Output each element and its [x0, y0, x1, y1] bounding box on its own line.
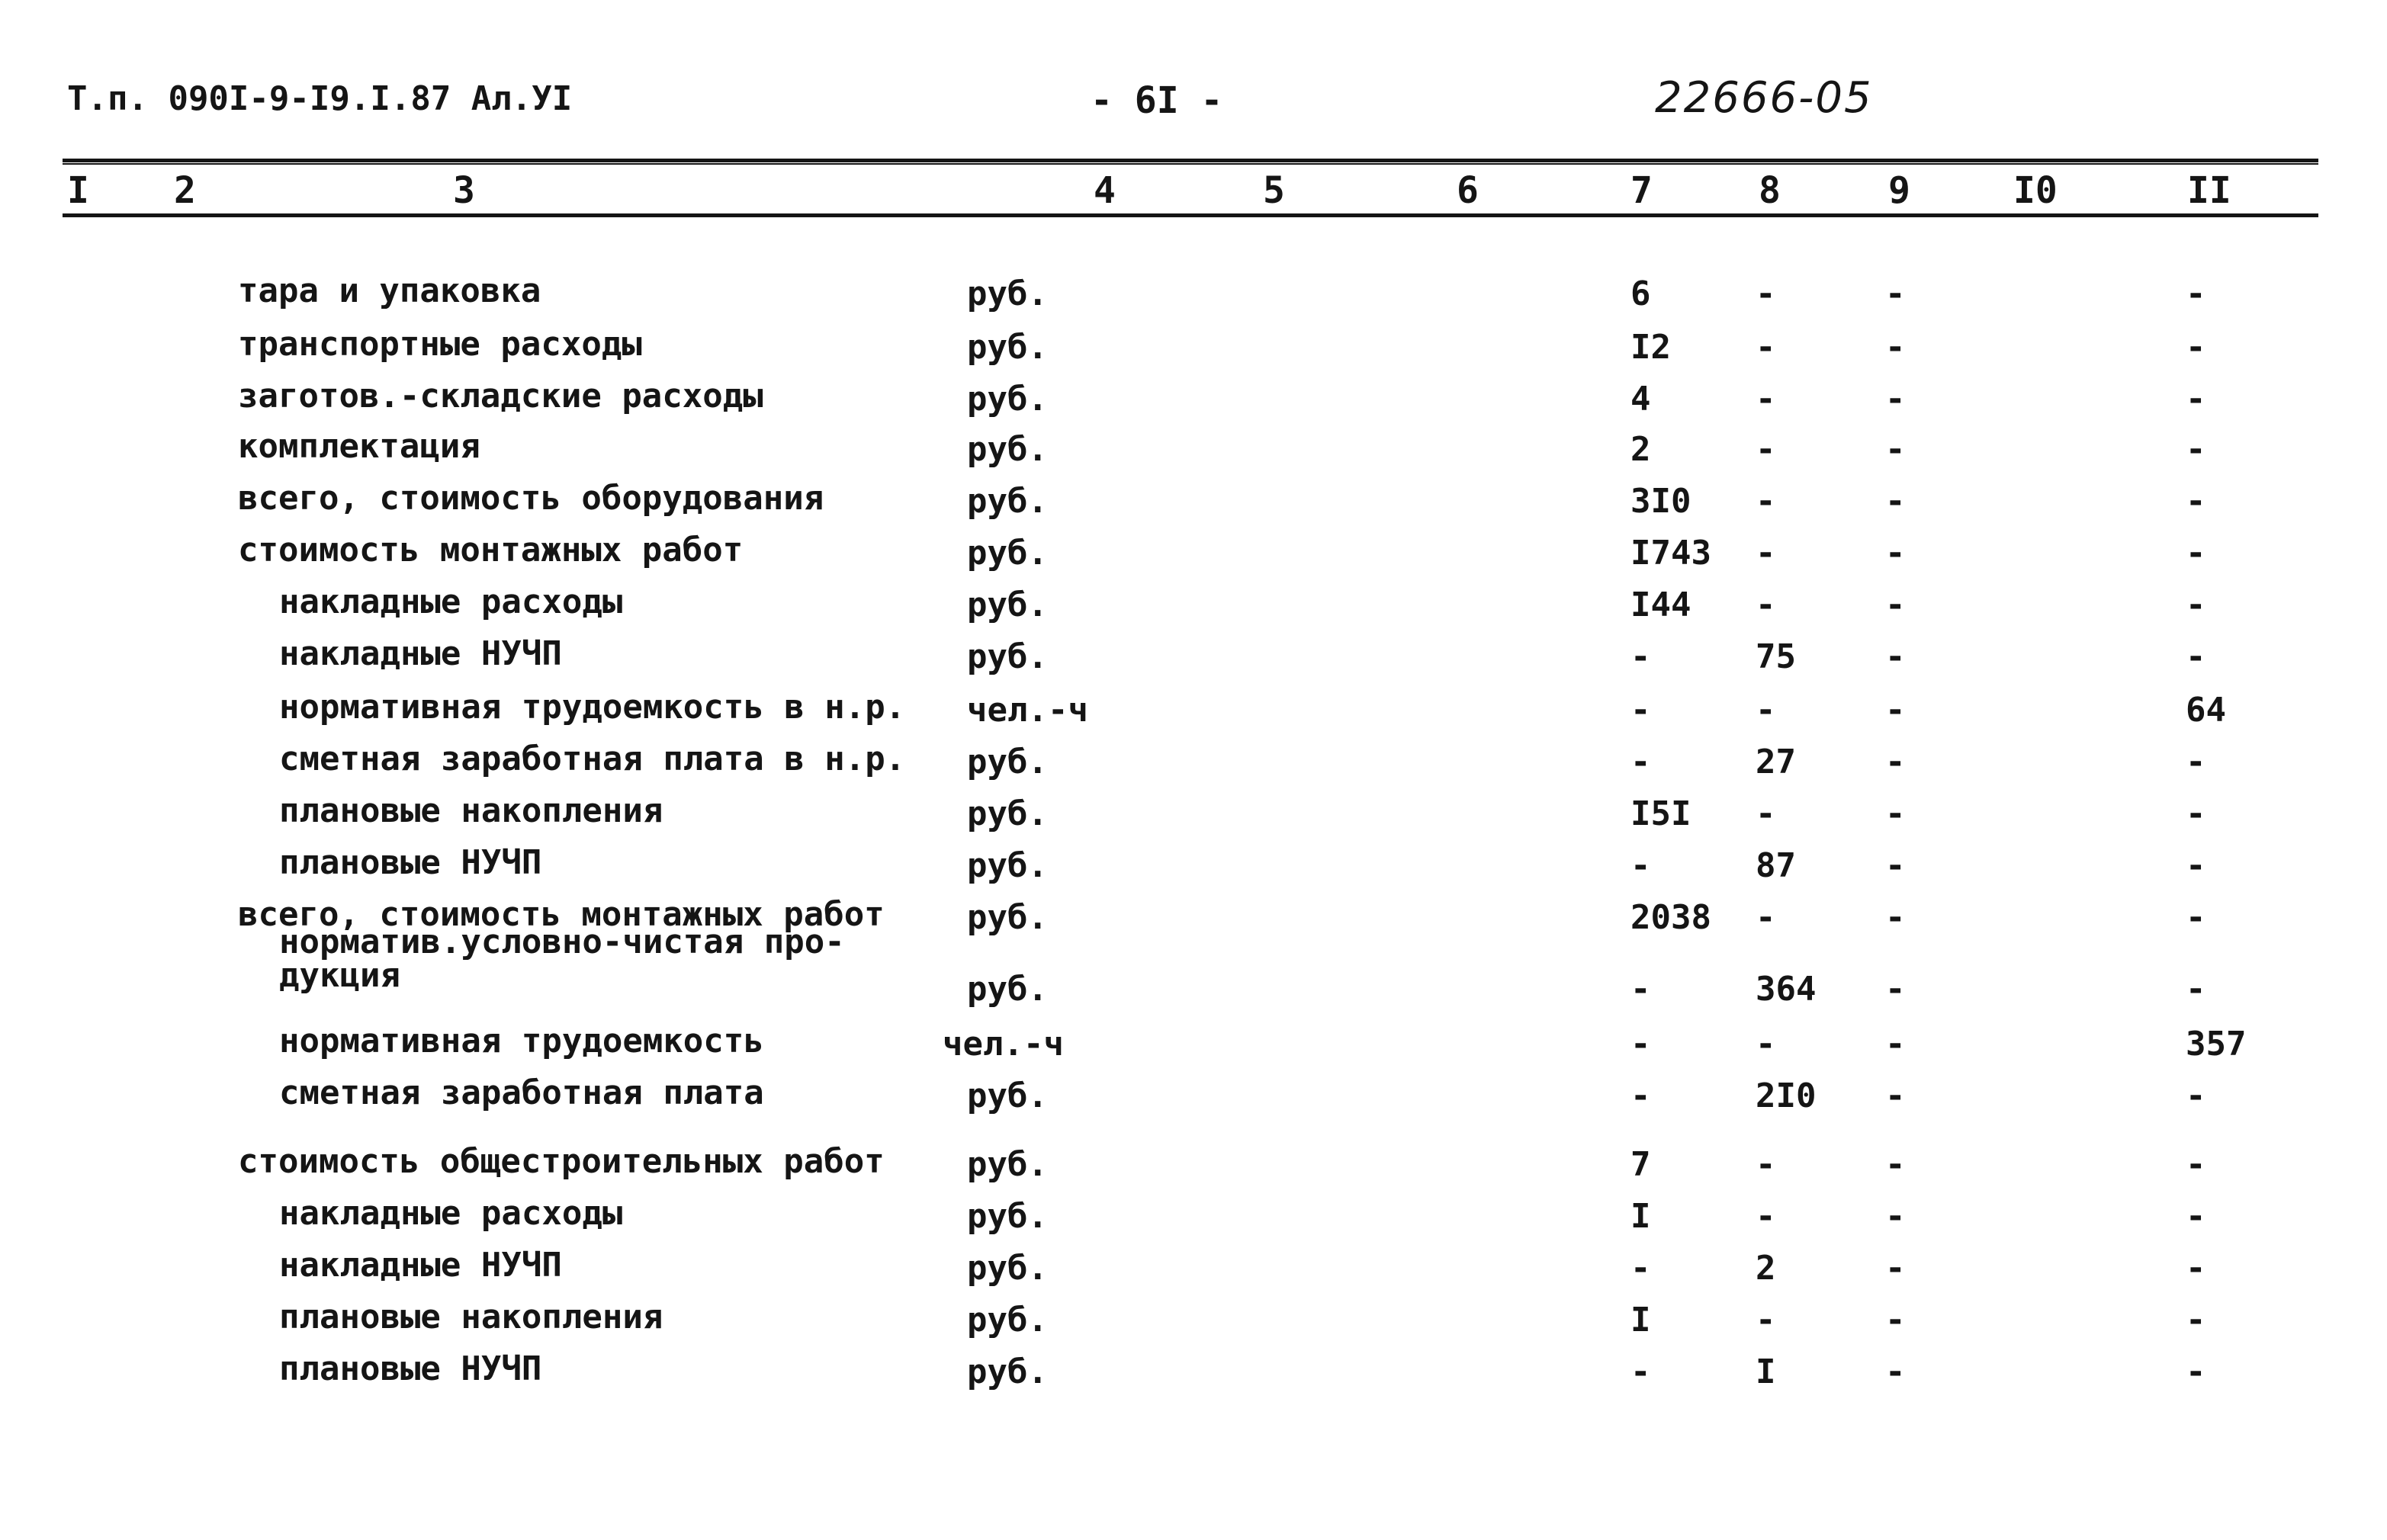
cell-col-8: -: [1756, 534, 1776, 573]
row-unit: руб.: [967, 1145, 1048, 1184]
table-row: [0, 427, 2387, 476]
column-number: 4: [1094, 169, 1116, 212]
cell-col-7: 4: [1630, 380, 1651, 419]
cell-col-11: -: [2186, 794, 2206, 833]
row-unit: руб.: [967, 637, 1048, 676]
cell-col-8: I: [1756, 1352, 1776, 1391]
cell-col-9: -: [1885, 1352, 1906, 1391]
table-row: [0, 688, 2387, 736]
row-name: плановые НУЧП: [279, 1349, 542, 1388]
cell-col-7: 7: [1630, 1145, 1651, 1184]
cell-col-8: 2: [1756, 1249, 1776, 1288]
cell-col-11: -: [2186, 970, 2206, 1009]
row-unit: руб.: [967, 846, 1048, 885]
cell-col-7: 6: [1630, 274, 1651, 313]
cell-col-9: -: [1885, 380, 1906, 419]
table-row: [0, 582, 2387, 631]
cell-col-8: -: [1756, 898, 1776, 937]
cell-col-7: -: [1630, 846, 1651, 885]
cell-col-11: -: [2186, 898, 2206, 937]
row-name: накладные НУЧП: [279, 634, 562, 673]
cell-col-7: I2: [1630, 328, 1671, 367]
row-unit: руб.: [967, 1352, 1048, 1391]
cell-col-11: 357: [2186, 1025, 2247, 1064]
table-row: [0, 1349, 2387, 1398]
cell-col-7: I5I: [1630, 794, 1691, 833]
cell-col-9: -: [1885, 1301, 1906, 1339]
document-reference: Т.п. 090I-9-I9.I.87 Ал.УI: [67, 79, 573, 118]
cell-col-7: I: [1630, 1301, 1651, 1339]
table-row: [0, 1194, 2387, 1243]
row-name: плановые накопления: [279, 1298, 663, 1336]
cell-col-9: -: [1885, 534, 1906, 573]
cell-col-11: -: [2186, 1301, 2206, 1339]
cell-col-11: -: [2186, 586, 2206, 624]
cell-col-9: -: [1885, 794, 1906, 833]
row-name: стоимость общестроительных работ: [238, 1142, 885, 1181]
row-unit: руб.: [967, 743, 1048, 781]
cell-col-8: -: [1756, 586, 1776, 624]
cell-col-9: -: [1885, 430, 1906, 469]
row-unit: руб.: [967, 274, 1048, 313]
cell-col-9: -: [1885, 1025, 1906, 1064]
cell-col-8: -: [1756, 794, 1776, 833]
cell-col-8: -: [1756, 1025, 1776, 1064]
cell-col-7: -: [1630, 970, 1651, 1009]
row-name: плановые накопления: [279, 791, 663, 830]
cell-col-11: -: [2186, 743, 2206, 781]
table-row: [0, 1022, 2387, 1070]
table-row: [0, 1142, 2387, 1191]
cell-col-7: -: [1630, 691, 1651, 730]
cell-col-7: -: [1630, 1025, 1651, 1064]
column-number: 8: [1759, 169, 1781, 212]
row-unit: руб.: [967, 970, 1048, 1009]
cell-col-7: I743: [1630, 534, 1711, 573]
cell-col-11: -: [2186, 534, 2206, 573]
row-unit: руб.: [967, 586, 1048, 624]
column-number: 5: [1263, 169, 1285, 212]
cell-col-9: -: [1885, 274, 1906, 313]
column-number: I0: [2013, 169, 2058, 212]
cell-col-8: 27: [1756, 743, 1796, 781]
cell-col-8: 87: [1756, 846, 1796, 885]
cell-col-11: -: [2186, 328, 2206, 367]
row-name: комплектация: [238, 427, 480, 466]
row-unit: руб.: [967, 380, 1048, 419]
cell-col-9: -: [1885, 743, 1906, 781]
cell-col-11: -: [2186, 1145, 2206, 1184]
cell-col-8: -: [1756, 328, 1776, 367]
table-row: [0, 791, 2387, 840]
cell-col-9: -: [1885, 1197, 1906, 1236]
column-number: 6: [1457, 169, 1479, 212]
row-unit: руб.: [967, 794, 1048, 833]
column-number: 2: [174, 169, 196, 212]
row-unit: руб.: [967, 898, 1048, 937]
table-row: [0, 922, 2387, 1015]
header-rule-mid: [63, 163, 2318, 165]
cell-col-8: -: [1756, 482, 1776, 521]
row-unit: руб.: [967, 1197, 1048, 1236]
row-name: сметная заработная плата: [279, 1073, 764, 1112]
table-row: [0, 531, 2387, 579]
cell-col-7: 2: [1630, 430, 1651, 469]
table-row: [0, 377, 2387, 425]
row-unit: руб.: [967, 482, 1048, 521]
row-name: всего, стоимость оборудования: [238, 479, 824, 518]
row-unit: руб.: [967, 1249, 1048, 1288]
row-name: норматив.условно-чистая про- дукция: [279, 922, 845, 995]
row-name: накладные НУЧП: [279, 1246, 562, 1285]
cell-col-9: -: [1885, 586, 1906, 624]
cell-col-11: -: [2186, 1076, 2206, 1115]
row-unit: руб.: [967, 1301, 1048, 1339]
cell-col-8: -: [1756, 1197, 1776, 1236]
column-number: 3: [453, 169, 475, 212]
row-name: заготов.-складские расходы: [238, 377, 763, 415]
row-name: стоимость монтажных работ: [238, 531, 744, 569]
cell-col-8: -: [1756, 691, 1776, 730]
cell-col-7: -: [1630, 743, 1651, 781]
cell-col-9: -: [1885, 1249, 1906, 1288]
cell-col-8: -: [1756, 380, 1776, 419]
cell-col-9: -: [1885, 637, 1906, 676]
table-row: [0, 843, 2387, 892]
cell-col-11: 64: [2186, 691, 2226, 730]
cell-col-8: -: [1756, 274, 1776, 313]
cell-col-8: 75: [1756, 637, 1796, 676]
cell-col-9: -: [1885, 691, 1906, 730]
row-name: сметная заработная плата в н.р.: [279, 740, 906, 778]
cell-col-8: 364: [1756, 970, 1817, 1009]
cell-col-7: 2038: [1630, 898, 1711, 937]
cell-col-11: -: [2186, 637, 2206, 676]
cell-col-9: -: [1885, 898, 1906, 937]
cell-col-9: -: [1885, 1076, 1906, 1115]
cell-col-11: -: [2186, 1249, 2206, 1288]
cell-col-7: I: [1630, 1197, 1651, 1236]
page-number: - 6I -: [1091, 79, 1223, 122]
cell-col-7: -: [1630, 637, 1651, 676]
row-unit: руб.: [967, 1076, 1048, 1115]
row-name: накладные расходы: [279, 582, 623, 621]
column-number: II: [2187, 169, 2231, 212]
table-row: [0, 479, 2387, 528]
cell-col-7: -: [1630, 1249, 1651, 1288]
cell-col-8: -: [1756, 1301, 1776, 1339]
table-row: [0, 1298, 2387, 1346]
cell-col-7: -: [1630, 1076, 1651, 1115]
row-unit: руб.: [967, 430, 1048, 469]
cell-col-8: 2I0: [1756, 1076, 1817, 1115]
row-name: тара и упаковка: [238, 271, 541, 310]
table-row: [0, 634, 2387, 683]
cell-col-11: -: [2186, 430, 2206, 469]
document-number: 22666-05: [1655, 73, 1873, 123]
table-row: [0, 271, 2387, 320]
cell-col-8: -: [1756, 430, 1776, 469]
cell-col-11: -: [2186, 1197, 2206, 1236]
column-number: I: [67, 169, 89, 212]
row-name: транспортные расходы: [238, 325, 642, 364]
cell-col-11: -: [2186, 1352, 2206, 1391]
row-unit: чел.-ч: [943, 1025, 1064, 1064]
cell-col-11: -: [2186, 274, 2206, 313]
header-rule-top: [63, 159, 2318, 162]
row-name: плановые НУЧП: [279, 843, 542, 882]
table-row: [0, 1246, 2387, 1295]
cell-col-7: I44: [1630, 586, 1691, 624]
column-number: 7: [1630, 169, 1653, 212]
row-unit: чел.-ч: [967, 691, 1088, 730]
row-name: нормативная трудоемкость: [279, 1022, 764, 1060]
row-name: накладные расходы: [279, 1194, 623, 1233]
cell-col-9: -: [1885, 328, 1906, 367]
row-name: нормативная трудоемкость в н.р.: [279, 688, 906, 727]
row-unit: руб.: [967, 534, 1048, 573]
cell-col-9: -: [1885, 1145, 1906, 1184]
cell-col-9: -: [1885, 846, 1906, 885]
cell-col-9: -: [1885, 482, 1906, 521]
cell-col-7: 3I0: [1630, 482, 1691, 521]
cell-col-9: -: [1885, 970, 1906, 1009]
column-numbers: [0, 169, 2387, 212]
cell-col-11: -: [2186, 482, 2206, 521]
cell-col-7: -: [1630, 1352, 1651, 1391]
cell-col-11: -: [2186, 846, 2206, 885]
row-unit: руб.: [967, 328, 1048, 367]
table-row: [0, 740, 2387, 788]
cell-col-11: -: [2186, 380, 2206, 419]
cell-col-8: -: [1756, 1145, 1776, 1184]
table-row: [0, 325, 2387, 374]
column-number: 9: [1888, 169, 1910, 212]
table-row: [0, 1073, 2387, 1122]
row-name: всего, стоимость монтажных работ: [238, 895, 885, 934]
header-rule-bottom: [63, 213, 2318, 217]
